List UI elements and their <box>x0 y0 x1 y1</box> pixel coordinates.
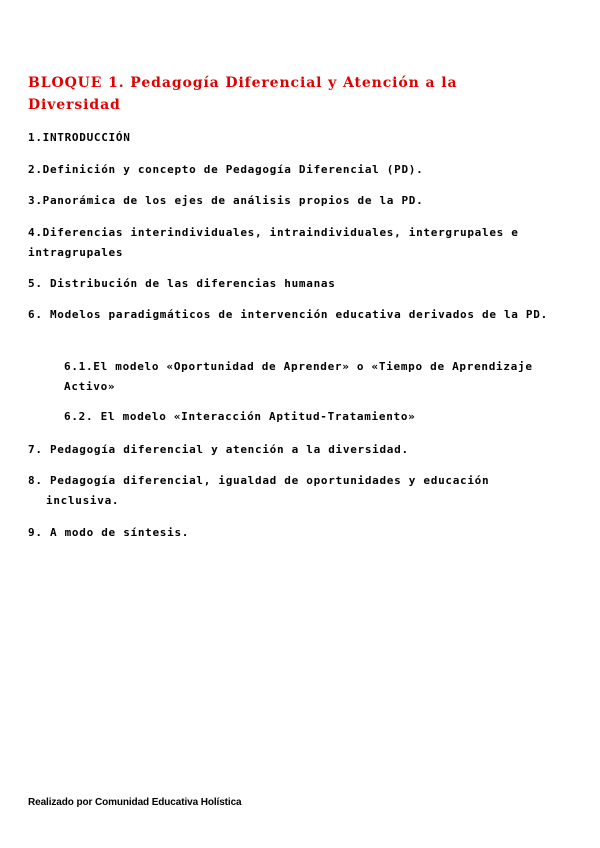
toc-item-1: 1.INTRODUCCIÓN <box>28 131 131 144</box>
footer-credit: Realizado por Comunidad Educativa Holística <box>28 797 242 808</box>
toc-item-8-line-2: inclusiva. <box>46 494 120 507</box>
toc-item-5: 5. Distribución de las diferencias humanas <box>28 277 336 290</box>
toc-item-8 <box>28 471 576 511</box>
toc-item-9: 9. A modo de síntesis. <box>28 526 190 539</box>
toc-item-6-2: 6.2. El modelo «Interacción Aptitud-Tratamiento» <box>64 410 416 423</box>
toc-item-4: 4.Diferencias interindividuales, intraindividuales, intergrupales e intragrupales <box>28 226 519 259</box>
toc-item-7: 7. Pedagogía diferencial y atención a la diversidad. <box>28 443 409 456</box>
toc-item-3: 3.Panorámica de los ejes de análisis propios de la PD. <box>28 194 424 207</box>
document-title: BLOQUE 1. Pedagogía Diferencial y Atención a la Diversidad <box>28 75 458 113</box>
toc-item-8-line-1: 8. Pedagogía diferencial, igualdad de oportunidades y educación <box>28 474 490 487</box>
toc-item-6: 6. Modelos paradigmáticos de intervención educativa derivados de la PD. <box>28 308 548 321</box>
toc-item-6-1: 6.1.El modelo «Oportunidad de Aprender» o «Tiempo de Aprendizaje Activo» <box>64 360 533 393</box>
toc-item-2: 2.Definición y concepto de Pedagogía Diferencial (PD). <box>28 163 424 176</box>
